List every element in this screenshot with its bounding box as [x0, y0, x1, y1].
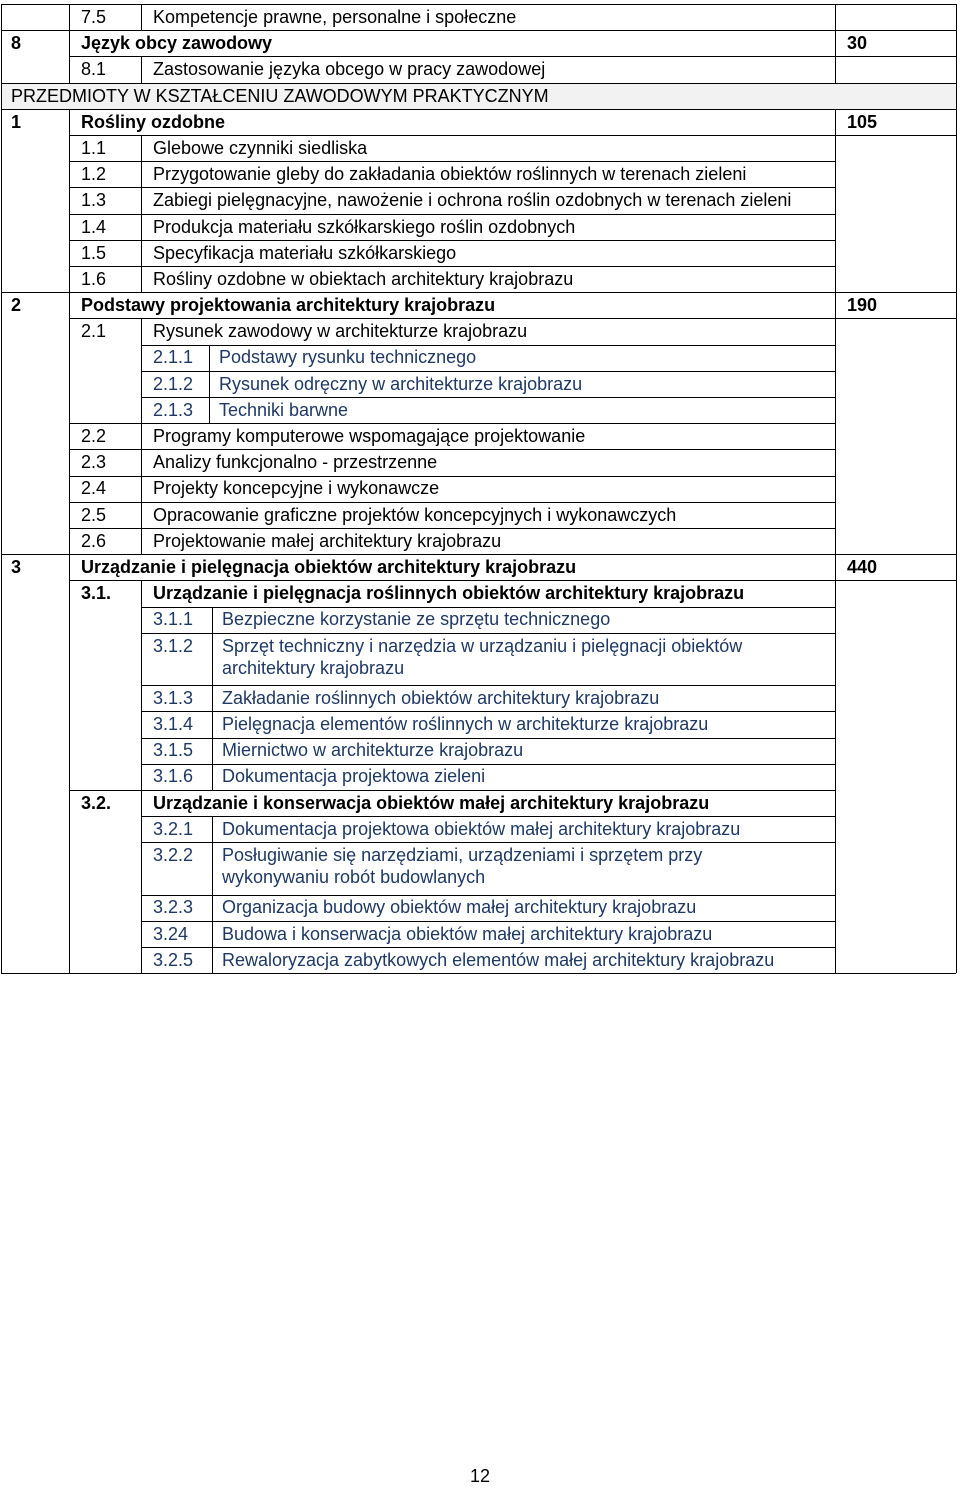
item-title: Programy komputerowe wspomagające projektowanie [153, 426, 586, 446]
item-title: Rośliny ozdobne [81, 111, 225, 132]
item-number: 3.1. [81, 583, 112, 604]
curriculum-table [1, 4, 956, 973]
item-title: Podstawy rysunku technicznego [219, 347, 477, 368]
item-title: Dokumentacja projektowa zieleni [222, 766, 486, 787]
item-number: 1.3 [81, 190, 107, 211]
hours-cell: 30 [847, 33, 868, 54]
item-number: 1.2 [81, 164, 107, 185]
item-number: 3.2. [81, 792, 112, 813]
item-number: 2.4 [81, 478, 107, 499]
item-number: 2.6 [81, 530, 107, 551]
item-number: 3.1.2 [153, 635, 194, 656]
item-number: 2.2 [81, 426, 107, 446]
item-number: 3.24 [153, 923, 189, 944]
item-number: 3.2.2 [153, 845, 194, 866]
item-title: Urządzanie i konserwacja obiektów małej architektury krajobrazu [153, 792, 710, 813]
item-title: Rewaloryzacja zabytkowych elementów małej architektury krajobrazu [222, 949, 775, 970]
item-number: 1.5 [81, 242, 107, 263]
item-number: 8.1 [81, 59, 107, 80]
item-number: 1.6 [81, 268, 107, 289]
item-number: 1.1 [81, 137, 107, 158]
item-title: Dokumentacja projektowa obiektów małej architektury krajobrazu [222, 818, 741, 839]
page-number: 12 [469, 1466, 491, 1486]
item-number: 2.1.2 [153, 373, 194, 394]
item-number: 3.1.3 [153, 687, 194, 708]
item-number: 3.2.1 [153, 818, 194, 839]
item-title: Sprzęt techniczny i narzędzia w urządzaniu i pielęgnacji obiektów architektury krajobrazu [222, 635, 743, 678]
item-title: Rośliny ozdobne w obiektach architektury krajobrazu [153, 268, 574, 289]
item-title: Posługiwanie się narzędziami, urządzeniami i sprzętem przy wykonywaniu robót budowlanych [222, 845, 703, 888]
item-number: 2.3 [81, 452, 107, 473]
item-title: Organizacja budowy obiektów małej architektury krajobrazu [222, 897, 697, 918]
item-title: Projektowanie małej architektury krajobrazu [153, 530, 502, 551]
item-title: Podstawy projektowania architektury krajobrazu [81, 295, 496, 316]
item-title: Rysunek zawodowy w architekturze krajobrazu [153, 321, 528, 342]
item-title: Produkcja materiału szkółkarskiego roślin ozdobnych [153, 216, 576, 237]
item-number: 2.1.3 [153, 399, 194, 420]
item-number: 3.1.1 [153, 609, 194, 630]
item-title: Analizy funkcjonalno - przestrzenne [153, 452, 438, 473]
item-title: Zakładanie roślinnych obiektów architektury krajobrazu [222, 687, 660, 708]
item-title: Zabiegi pielęgnacyjne, nawożenie i ochrona roślin ozdobnych w terenach zieleni [153, 190, 792, 211]
item-number: 2 [11, 295, 22, 316]
item-title: Język obcy zawodowy [81, 33, 273, 54]
item-number: 1.4 [81, 216, 107, 237]
item-number: 3.2.3 [153, 897, 194, 918]
item-number: 2.5 [81, 504, 107, 525]
item-number: 3.1.5 [153, 740, 194, 761]
item-title: Opracowanie graficzne projektów koncepcyjnych i wykonawczych [153, 504, 677, 525]
item-title: PRZEDMIOTY W KSZTAŁCENIU ZAWODOWYM PRAKTYCZNYM [11, 85, 549, 106]
item-title: Techniki barwne [219, 399, 349, 420]
hours-cell: 440 [847, 556, 878, 577]
item-title: Budowa i konserwacja obiektów małej architektury krajobrazu [222, 923, 713, 944]
item-title: Kompetencje prawne, personalne i społeczne [153, 7, 517, 27]
item-title: Glebowe czynniki siedliska [153, 137, 368, 158]
hours-cell: 190 [847, 295, 878, 316]
item-title: Rysunek odręczny w architekturze krajobrazu [219, 373, 583, 394]
item-number: 1 [11, 111, 22, 132]
item-title: Projekty koncepcyjne i wykonawcze [153, 478, 440, 499]
item-number: 3.1.6 [153, 766, 194, 787]
item-number: 3.2.5 [153, 949, 194, 970]
item-number: 8 [11, 33, 22, 54]
item-title: Przygotowanie gleby do zakładania obiektów roślinnych w terenach zieleni [153, 164, 747, 185]
item-number: 7.5 [81, 7, 107, 27]
item-number: 2.1.1 [153, 347, 194, 368]
item-title: Specyfikacja materiału szkółkarskiego [153, 242, 457, 263]
item-number: 3.1.4 [153, 714, 194, 735]
item-title: Urządzanie i pielęgnacja obiektów architektury krajobrazu [81, 556, 577, 577]
item-title: Zastosowanie języka obcego w pracy zawodowej [153, 59, 546, 80]
item-title: Miernictwo w architekturze krajobrazu [222, 740, 524, 761]
item-title: Urządzanie i pielęgnacja roślinnych obiektów architektury krajobrazu [153, 583, 745, 604]
item-number: 2.1 [81, 321, 107, 342]
item-number: 3 [11, 556, 22, 577]
item-title: Bezpieczne korzystanie ze sprzętu technicznego [222, 609, 611, 630]
table-grid [1, 4, 956, 973]
item-title: Pielęgnacja elementów roślinnych w architekturze krajobrazu [222, 714, 709, 735]
hours-cell: 105 [847, 111, 878, 132]
